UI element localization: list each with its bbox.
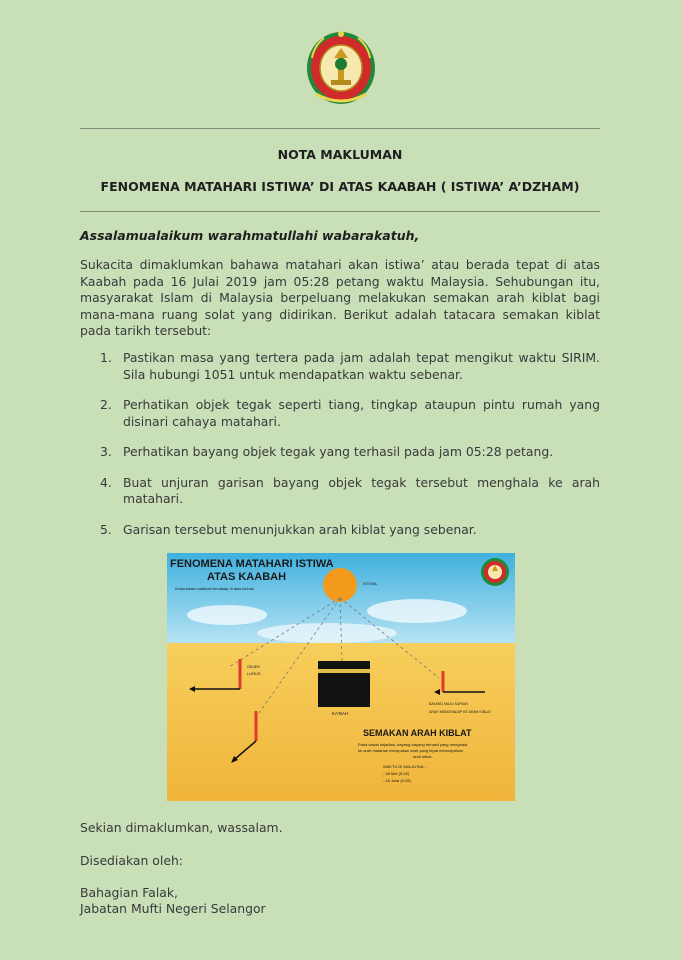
section-title: SEMAKAN ARAH KIBLAT <box>363 728 472 738</box>
infographic-title-2: ATAS KAABAH <box>207 571 287 583</box>
closing-line-3: Bahagian Falak, <box>80 885 178 900</box>
header-divider <box>80 211 600 212</box>
infographic <box>167 553 515 801</box>
section-text-3: arah kiblat. <box>413 754 433 759</box>
closing-line-1: Sekian dimaklumkan, wassalam. <box>80 820 283 835</box>
infographic-caption: Kedudukan matahari tercakap di atas ka'bah <box>175 586 255 591</box>
object-label-1: OBJEK <box>247 664 261 669</box>
greeting: Assalamualaikum warahmatullahi wabarakatuh, <box>80 228 420 243</box>
top-divider <box>80 128 600 129</box>
page-title: NOTA MAKLUMAN <box>277 147 403 162</box>
sun-label: ISTIWA <box>363 581 377 586</box>
steps-list <box>80 350 600 552</box>
list-item: 4. Buat unjuran garisan bayang objek tegak tersebut menghala ke arah matahari. <box>100 474 600 506</box>
shadow-label-2: ARAH MENGHADAP KE ARAH KIBLAT <box>429 710 492 714</box>
section-text-1: Pada waktu kejadian, bayang-bayang terhasil yang menghala <box>358 742 468 747</box>
list-item: 5. Garisan tersebut menunjukkan arah kiblat yang sebenar. <box>100 521 477 537</box>
kaabah-icon <box>318 661 370 707</box>
list-item: 2. Perhatikan objek tegak seperti tiang, tingkap ataupun pintu rumah yang disinari cahaya matahari. <box>100 397 600 429</box>
section-text-2: ke arah matahari merupakan arah yang tepat menunjukkan <box>358 748 463 753</box>
shadow-label-1: BAYANG MAJU SURIAN <box>429 702 468 706</box>
times-title: WAKTU DI MALAYSIA:- <box>383 764 426 769</box>
time-1: - 28 Mei (5:16) <box>383 771 410 776</box>
infographic-title-1: FENOMENA MATAHARI ISTIWA <box>170 558 334 570</box>
page-subtitle: FENOMENA MATAHARI ISTIWA’ DI ATAS KAABAH ( ISTIWA’ A’DZHAM) <box>100 179 580 194</box>
time-2: - 16 Julai (5:28) <box>383 778 411 783</box>
intro-paragraph: Sukacita dimaklumkan bahawa matahari akan istiwa’ atau berada tepat di atas Kaabah pada 16 Julai 2019 jam 05:28 petang waktu Malaysia. Sehubungan itu, masyarakat Islam di Malaysia berpeluang melakukan semakan arah kiblat bagi mana-mana ruang solat yang didirikan. Berikut adalah tatacara semakan kiblat pada tarikh tersebut: <box>80 257 600 338</box>
closing-line-4: Jabatan Mufti Negeri Selangor <box>80 901 266 916</box>
small-crest-icon <box>481 558 509 586</box>
object-label-2: LURUS <box>247 671 261 676</box>
list-item: 3. Perhatikan bayang objek tegak yang terhasil pada jam 05:28 petang. <box>100 444 554 459</box>
jabatan-mufti-logo-icon <box>304 28 378 106</box>
closing-line-2: Disediakan oleh: <box>80 853 183 868</box>
list-item: 1. Pastikan masa yang tertera pada jam adalah tepat mengikut waktu SIRIM. Sila hubungi 1051 untuk mendapatkan waktu sebenar. <box>100 350 600 382</box>
kaabah-label: KA'BAH <box>332 711 349 716</box>
sun-icon <box>323 568 357 602</box>
